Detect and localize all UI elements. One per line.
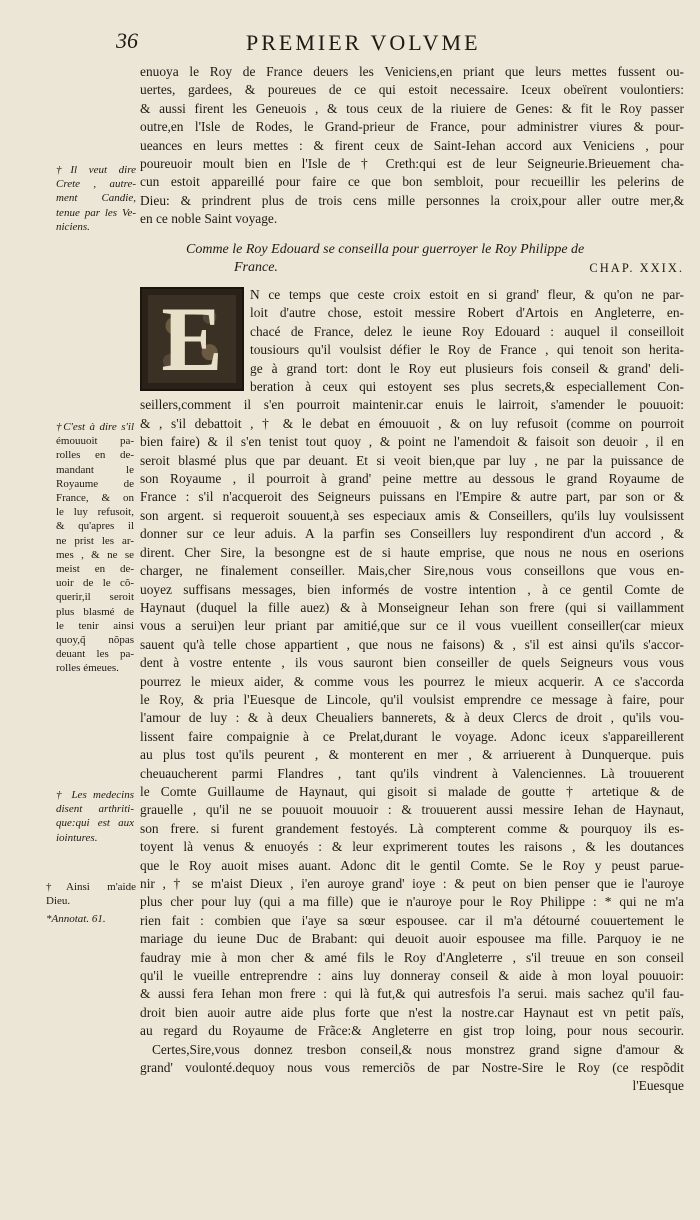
chapter-title-line-1: Comme le Roy Edouard se conseilla pour guerroyer le Roy Philippe de <box>186 242 585 257</box>
text-line: dirent. Cher Sire, la besongne est de si haute emprise, que nous ne nous en oserions <box>140 544 684 560</box>
text-line: nir , † se m'aist Dieux , i'en auroye grand' ioye : & peut on bien penser que ie l'auroye <box>140 876 684 891</box>
note-line: Dieu. <box>46 895 71 908</box>
text-line: France : s'il n'acqueroit des Seigneurs puissans en l'Empire & autre part, par son or & <box>140 489 684 505</box>
text-line: pourrez le mieux aider, & comme vous les pourrez le mieux acquerir. A ce s'accorda <box>140 673 684 689</box>
note-line: †C'est à dire s'il <box>56 421 134 433</box>
text-line: tousiours qu'il voulsist défier le Roy de France , qui tenoit son herita- <box>250 342 684 358</box>
text-line: son argent. si requeroit souuent,à ses especiaux amis & Conseillers, qu'ils luy voulsissent <box>140 507 684 523</box>
note-line: meist en de- <box>56 563 134 576</box>
text-line: Haynaut (duquel la fille auez) & à Monseigneur Iehan son frere (qui si vaillamment <box>140 599 684 615</box>
text-line: & aussi fera Iehan mon frere : qui là fut,& qui autresfois l'a serui. mais sachez qu'il fau- <box>140 986 684 1002</box>
text-line: charger, ne finalement conseiller. Mais,cher Sire,nous vous conseillons que vous en- <box>140 563 684 579</box>
note-line: *Annotat. 61. <box>46 913 106 925</box>
text-line: son frere. si furent grandement festoyés. Là compterent comme & pourquoy ils es- <box>140 820 684 836</box>
text-line: & , s'il debattoit , † & le debat en émouuoit , & on luy refusoit (comme on pourroit <box>140 415 684 431</box>
text-line: dent à vostre entente , ils vous sauront bien conseiller de quels Seigneurs vous vous <box>140 655 684 671</box>
note-line: uoir de le cõ- <box>56 577 134 590</box>
note-line: deuant les pa- <box>56 648 134 661</box>
text-line: au plus tost qu'ils peurent , & monterent en mer , & arriuerent à Dunquerque. puis <box>140 747 684 763</box>
note-line: Crete , autre- <box>56 178 136 191</box>
text-line: que le Roy auoit mises auant. Adonc dit le gentil Comte. Se le Roy y peust parue- <box>140 857 684 873</box>
text-line: outre,en l'Isle de Rodes, le Grand-prieur de France, pour administrer viures & pour- <box>140 119 684 135</box>
note-line: le tenir ainsi <box>56 619 134 632</box>
initial-letter: E <box>161 288 223 390</box>
text-line: cheuaucherent parmi Flandres , tant qu'ils vindrent à Valenciennes. Là trouuerent <box>140 765 684 781</box>
text-line: seillers,comment il s'en pourroit maintenir.car enuis le lairroit, s'amender le pouuoit: <box>140 397 684 413</box>
text-line: en ce noble Saint voyage. <box>140 211 278 227</box>
note-line: que:qui est aux <box>56 817 134 830</box>
note-line: quoy,q̃ nõpas <box>56 634 134 647</box>
text-line: le Roy, & pria l'Euesque de Lincole, qu'il voulsist emprendre ce message à faire, pour <box>140 691 684 707</box>
paragraph-chapter-body <box>140 286 684 1096</box>
note-line: † Les medecins <box>56 789 134 801</box>
note-line: tenue par les Ve- <box>56 206 136 219</box>
text-line: rien fait : combien que i'aye sa sœur espousee. car il m'a détourné couuertement le <box>140 912 684 928</box>
text-line: au regard du Royaume de Frãce:& Angleterre en gist trop loing, pour nous secourir. <box>140 1023 684 1039</box>
note-line: iointures. <box>56 831 98 844</box>
note-line: disent arthriti- <box>56 803 134 816</box>
note-line: niciens. <box>56 220 90 233</box>
text-line: grauelle , qu'il ne se pouuoit mouuoir : & trouuerent aussi messire Iehan de Haynaut, <box>140 802 684 818</box>
text-line: ge à grand tort: dont le Roy eut plusieurs fois conseil & grand' deli- <box>250 360 684 376</box>
text-line: le Comte Guillaume de Haynaut, qui gisoit si malade de goutte † artetique & de <box>140 783 684 799</box>
text-line: grand' voulonté.dequoy nous vous remerciõs de par Nostre-Sire le Roy (ce respõdit <box>140 1060 684 1076</box>
note-line: mes , & ne se <box>56 548 134 561</box>
text-line: loit d'autre chose, estoit messire Robert d'Artois en Angleterre, en- <box>250 305 684 321</box>
text-line: mariage du ieune Duc de Brabant: qui deuoit auoir espousee ma fille. Parquoy ie ne <box>140 931 684 947</box>
note-line: rolles en de- <box>56 449 134 462</box>
text-line: poureuoir moult bien en l'Isle de † Creth:qui est de leur Seigneurie.Brieuement cha- <box>140 156 684 172</box>
page-number: 36 <box>116 28 138 53</box>
text-line: sauent qu'à telle chose appartient , que nous ne faisons) & , s'il est ainsi qu'ils s'accor- <box>140 636 684 652</box>
note-line: ment Candie, <box>56 192 136 205</box>
text-line: enuoya le Roy de France deuers les Veniciens,en priant que leurs mettes fussent ou- <box>140 64 684 79</box>
text-line: N ce temps que ceste croix estoit en si grand' fleur, & qu'on ne par- <box>250 287 684 302</box>
chapter-number: CHAP. XXIX. <box>589 261 684 275</box>
note-line: ne prist les ar- <box>56 534 134 547</box>
text-line: son Royaume , il pourroit à grand' peine mettre au dessous le grand Royaume de <box>140 471 684 487</box>
margin-note-ainsi <box>46 880 136 908</box>
text-line: & aussi firent les Geneuois , & tous ceux de la riuiere de Genes: & fit le Roy passer <box>140 100 684 116</box>
margin-note-debate <box>56 420 134 676</box>
note-line: le luy refusoit, <box>56 506 134 519</box>
text-line: faudray mie à mon cher & amé fils le Roy d'Angleterre , s'il treuue en son conseil <box>140 949 684 965</box>
text-line: l'Euesque <box>632 1078 684 1094</box>
margin-note-crete <box>56 163 136 234</box>
running-title: PREMIER VOLVME <box>246 30 481 55</box>
text-line: chacé de France, delez le ieune Roy Edouard : auquel il conseilloit <box>250 323 684 339</box>
text-line: cun estoit appareillé pour faire ce que bon sembloit, pour recueillir les pelerins de <box>140 174 684 190</box>
note-line: France, & on <box>56 492 134 505</box>
chapter-title-line-2: France. <box>234 260 278 275</box>
note-line: †Il veut dire <box>56 164 136 176</box>
note-line: mandant le <box>56 463 134 476</box>
note-line: querir,il seroit <box>56 591 134 604</box>
chapter-heading <box>186 241 684 277</box>
text-line: lissent faire compaignie à ce Prelat,durant le voyage. Adonc iceux s'appareillerent <box>140 728 684 744</box>
text-line: l'amour de luy : & à deux Cheualiers bannerets, & à deux Clercs de droit , qu'ils vou- <box>140 710 684 726</box>
note-line: Royaume de <box>56 477 134 490</box>
text-line: plus cher pour luy (qui a ma fille) que ie n'auroye pour le Roy Philippe : * qui ne m'a <box>140 894 684 910</box>
text-line: seroit blasmé plus que par deuant. Et si veoit bien,que par luy , ne par la puissance de <box>140 452 684 468</box>
text-line: donner sur ce leur aduis. A la parfin ses Conseillers luy respondirent d'un accord , & <box>140 526 684 542</box>
text-line: qu'il le vueille entreprendre : ains luy donneray conseil & aide à mon loyal pouuoir: <box>140 968 684 984</box>
text-line: vous a serui)en leur priant par amitié,que sur ce il vous vueillent conseiller(car mieux <box>140 618 684 634</box>
text-line: beration à ceux qui estoyent ses plus secrets,& especiallement Con- <box>250 379 684 395</box>
note-line: & qu'apres il <box>56 520 134 533</box>
paragraph-opening <box>140 63 684 229</box>
text-line: bien faire) & il s'en tenist tout quoy , & point ne l'amendoit & faisoit son deuoir , il en <box>140 434 684 450</box>
text-line: Dieu: & prindrent plus de trois cens mille personnes la croix,pour aller outre mer,& <box>140 192 684 208</box>
margin-note-arthritique <box>56 788 134 845</box>
text-line: uertes, gardees, & poureues de ce qui estoit necessaire. Iceux obeïrent voulontiers: <box>140 82 684 98</box>
text-line: droit bien auoir autre aide plus forte que n'est la nostre.car Haynaut est vn petit païs, <box>140 1004 684 1020</box>
note-line: rolles émeues. <box>56 662 119 675</box>
text-line: uoyez suffisans messages, bien informés de vostre intention , à ce gentil Comte de <box>140 581 684 597</box>
text-line: ueances en leurs mettes : & firent ceux de Saint-Iehan accord aux Veniciens , pour <box>140 137 684 153</box>
margin-note-annotation <box>46 912 136 926</box>
note-line: †Ainsi m'aide <box>46 881 136 893</box>
note-line: émouuoit pa- <box>56 435 134 448</box>
text-line: toyent là venus & enuoyés : & leur exprimerent toutes les raisons , & les doutances <box>140 839 684 855</box>
text-line: Certes,Sire,vous donnez tresbon conseil,& nous monstrez grand signe d'amour & <box>152 1041 684 1057</box>
note-line: plus blasmé de <box>56 605 134 618</box>
